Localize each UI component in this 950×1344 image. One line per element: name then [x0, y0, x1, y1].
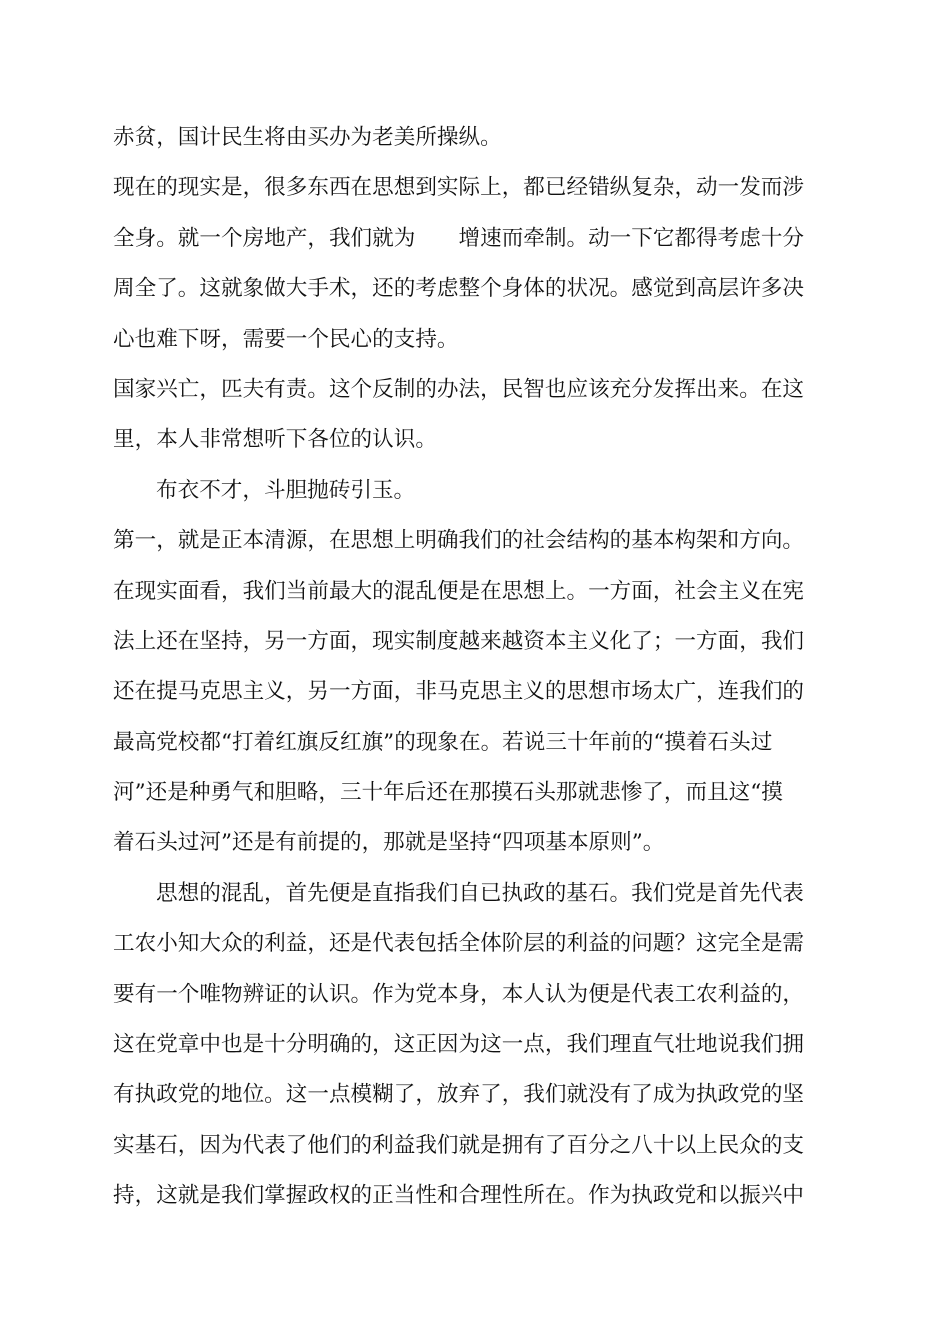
- text-line: 法上还在坚持，另一方面，现实制度越来越资本主义化了；一方面，我们: [113, 628, 805, 654]
- text-line: 第一，就是正本清源，在思想上明确我们的社会结构的基本构架和方向。: [113, 528, 805, 554]
- text-line: 持，这就是我们掌握政权的正当性和合理性所在。作为执政党和以振兴中: [113, 1183, 805, 1209]
- text-line: 国家兴亡，匹夫有责。这个反制的办法，民智也应该充分发挥出来。在这: [113, 376, 805, 402]
- text-line: 心也难下呀，需要一个民心的支持。: [113, 326, 459, 352]
- text-line: 最高党校都“打着红旗反红旗”的现象在。若说三十年前的“摸着石头过: [113, 729, 773, 755]
- text-line: 河”还是种勇气和胆略，三十年后还在那摸石头那就悲惨了，而且这“摸: [113, 780, 783, 806]
- text-line: 这在党章中也是十分明确的，这正因为这一点，我们理直气壮地说我们拥: [113, 1032, 805, 1058]
- text-line: 现在的现实是，很多东西在思想到实际上，都已经错纵复杂，动一发而涉: [113, 175, 805, 201]
- text-line: 还在提马克思主义，另一方面，非马克思主义的思想市场太广，连我们的: [113, 679, 805, 705]
- text-line: 思想的混乱，首先便是直指我们自已执政的基石。我们党是首先代表: [156, 880, 804, 906]
- text-line: 要有一个唯物辨证的认识。作为党本身，本人认为便是代表工农利益的，: [113, 981, 805, 1007]
- text-line: 在现实面看，我们当前最大的混乱便是在思想上。一方面，社会主义在宪: [113, 578, 805, 604]
- body-text: [113, 113, 833, 1222]
- text-line: 布衣不才，斗胆抛砖引玉。: [156, 477, 416, 503]
- text-line: 着石头过河”还是有前提的，那就是坚持“四项基本原则”。: [113, 830, 665, 856]
- text-line: 实基石，因为代表了他们的利益我们就是拥有了百分之八十以上民众的支: [113, 1132, 805, 1158]
- text-line: 全身。就一个房地产，我们就为 增速而牵制。动一下它都得考虑十分: [113, 225, 805, 251]
- text-line: 有执政党的地位。这一点模糊了，放弃了，我们就没有了成为执政党的坚: [113, 1082, 805, 1108]
- text-line: 赤贫，国计民生将由买办为老美所操纵。: [113, 125, 502, 150]
- text-line: 工农小知大众的利益，还是代表包括全体阶层的利益的问题？这完全是需: [113, 931, 805, 957]
- text-line: 周全了。这就象做大手术，还的考虑整个身体的状况。感觉到高层许多决: [113, 276, 805, 302]
- text-line: 里，本人非常想听下各位的认识。: [113, 427, 437, 453]
